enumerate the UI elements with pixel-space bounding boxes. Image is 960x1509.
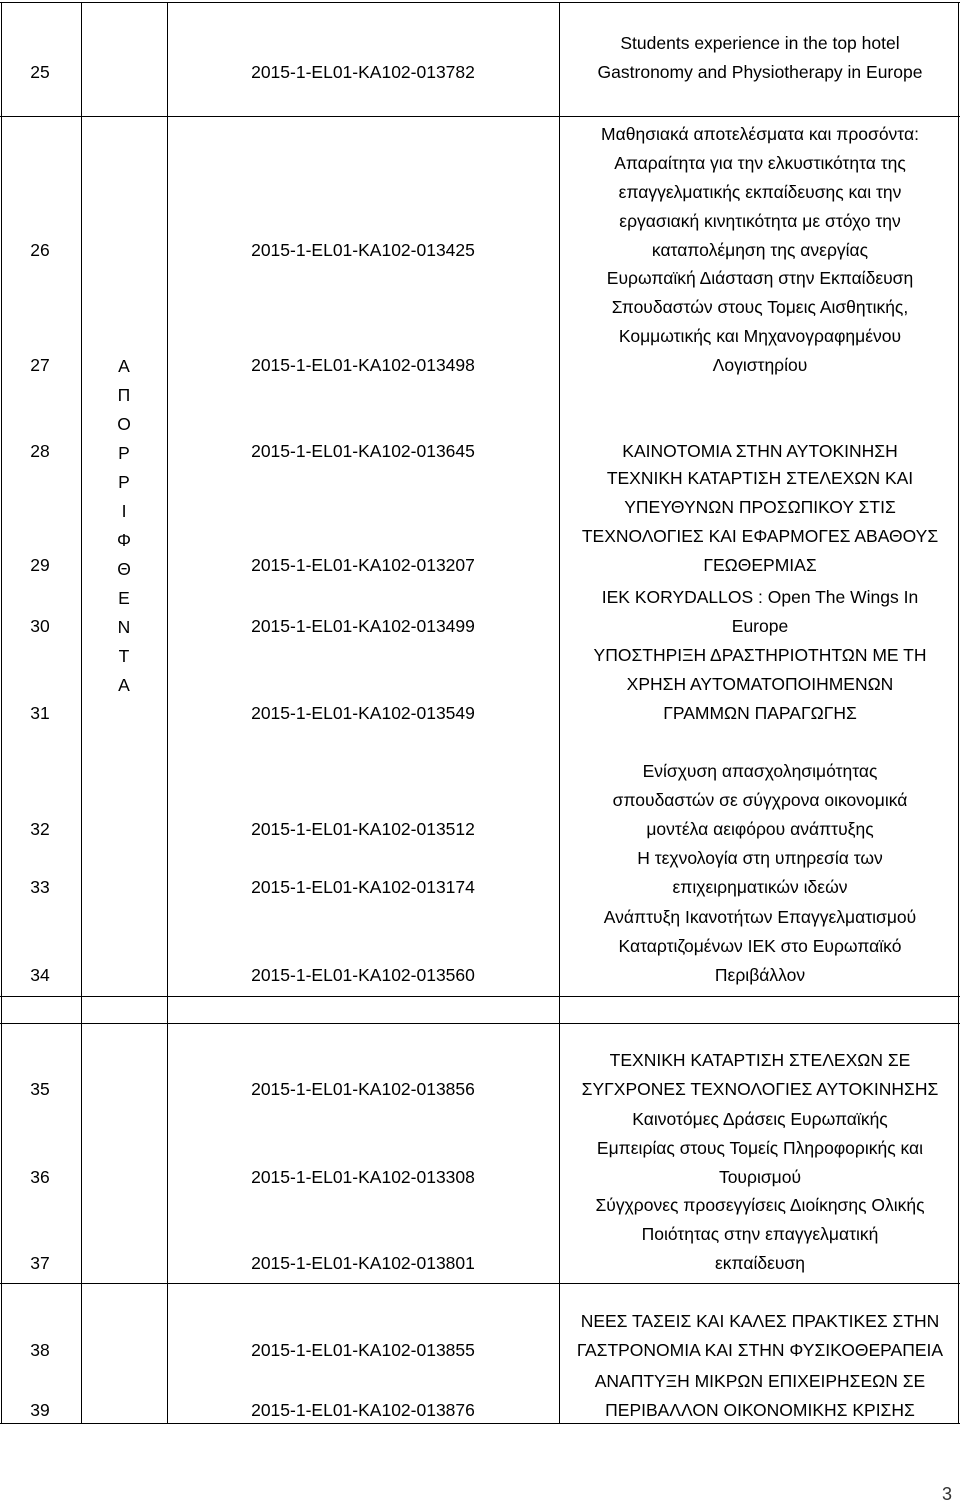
row-number: 25 — [30, 62, 50, 82]
merged-label-letter: Ρ — [118, 472, 130, 492]
row-number: 32 — [30, 819, 50, 839]
row-number: 29 — [30, 555, 50, 575]
merged-label-letter: Ρ — [118, 443, 130, 463]
project-title-line: ΥΠΟΣΤΗΡΙΞΗ ΔΡΑΣΤΗΡΙΟΤΗΤΩΝ ΜΕ ΤΗ — [593, 645, 927, 665]
project-title-line: μοντέλα αειφόρου ανάπτυξης — [646, 819, 874, 839]
project-title-line: εργασιακή κινητικότητα με στόχο την — [619, 211, 901, 231]
project-title-line: Περιβάλλον — [714, 965, 806, 985]
table-rule — [0, 1283, 960, 1284]
row-number: 31 — [30, 703, 50, 723]
project-title-line: Η τεχνολογία στη υπηρεσία των — [637, 848, 883, 868]
project-title-line: Σπουδαστών στους Τομεις Αισθητικής, — [611, 297, 909, 317]
row-number: 30 — [30, 616, 50, 636]
project-title-line: Ευρωπαϊκή Διάσταση στην Εκπαίδευση — [606, 268, 914, 288]
row-number: 34 — [30, 965, 50, 985]
project-code: 2015-1-EL01-KA102-013645 — [251, 441, 475, 461]
project-title-line: ΓΕΩΘΕΡΜΙΑΣ — [703, 555, 817, 575]
project-code: 2015-1-EL01-KA102-013856 — [251, 1079, 475, 1099]
row-number: 33 — [30, 877, 50, 897]
page-number: 3 — [941, 1484, 952, 1504]
project-title — [560, 264, 960, 380]
table-rule — [0, 116, 960, 117]
project-title-line: ΝΕΕΣ ΤΑΣΕΙΣ ΚΑΙ ΚΑΛΕΣ ΠΡΑΚΤΙΚΕΣ ΣΤΗΝ — [580, 1311, 940, 1331]
project-code: 2015-1-EL01-KA102-013174 — [251, 877, 475, 897]
project-title-line: Students experience in the top hotel — [620, 33, 900, 53]
project-title-line: Gastronomy and Physiotherapy in Europe — [597, 62, 923, 82]
project-title — [560, 1105, 960, 1192]
project-code: 2015-1-EL01-KA102-013498 — [251, 355, 475, 375]
project-code: 2015-1-EL01-KA102-013782 — [251, 62, 475, 82]
project-title-line: ΑΝΑΠΤΥΞΗ ΜΙΚΡΩΝ ΕΠΙΧΕΙΡΗΣΕΩΝ ΣΕ — [594, 1371, 926, 1391]
project-title-line: IEK KORYDALLOS : Open The Wings In — [601, 587, 919, 607]
row-number: 27 — [30, 355, 50, 375]
table-rule — [0, 2, 960, 3]
project-title-line: Καταρτιζομένων ΙΕΚ στο Ευρωπαϊκό — [618, 936, 902, 956]
project-title-line: Εμπειρίας στους Τομείς Πληροφορικής και — [596, 1138, 924, 1158]
project-title-line: Ανάπτυξη Ικανοτήτων Επαγγελματισμού — [603, 907, 917, 927]
merged-label-letter: Ο — [117, 414, 131, 434]
project-title-line: Κομμωτικής και Μηχανογραφημένου — [618, 326, 902, 346]
project-title — [560, 1046, 960, 1104]
project-title-line: Ποιότητας στην επαγγελματική — [641, 1224, 879, 1244]
project-code: 2015-1-EL01-KA102-013499 — [251, 616, 475, 636]
project-title — [560, 1191, 960, 1278]
project-title — [560, 29, 960, 87]
project-title-line: ΓΡΑΜΜΩΝ ΠΑΡΑΓΩΓΗΣ — [663, 703, 857, 723]
project-title-line: Καινοτόμες Δράσεις Ευρωπαϊκής — [632, 1109, 888, 1129]
project-title-line: επαγγελματικής εκπαίδευσης και την — [618, 182, 902, 202]
row-number: 28 — [30, 441, 50, 461]
project-code: 2015-1-EL01-KA102-013308 — [251, 1167, 475, 1187]
project-title-line: ΧΡΗΣΗ ΑΥΤΟΜΑΤΟΠΟΙΗΜΕΝΩΝ — [626, 674, 894, 694]
project-title-line: εκπαίδευση — [714, 1253, 806, 1273]
project-title-line: ΚΑΙΝΟΤΟΜΙΑ ΣΤΗΝ ΑΥΤΟΚΙΝΗΣΗ — [622, 441, 898, 461]
project-title-line: ΤΕΧΝΟΛΟΓΙΕΣ ΚΑΙ ΕΦΑΡΜΟΓΕΣ ΑΒΑΘΟΥΣ — [581, 526, 939, 546]
table-rule — [81, 2, 82, 1423]
project-title-line: Τουρισμού — [718, 1167, 802, 1187]
project-title — [560, 844, 960, 902]
project-title — [560, 1307, 960, 1365]
project-code: 2015-1-EL01-KA102-013855 — [251, 1340, 475, 1360]
project-title — [560, 641, 960, 728]
project-title-line: σπουδαστών σε σύγχρονα οικονομικά — [612, 790, 908, 810]
project-code: 2015-1-EL01-KA102-013560 — [251, 965, 475, 985]
project-title-line: επιχειρηματικών ιδεών — [672, 877, 848, 897]
project-title — [560, 464, 960, 580]
merged-label-letter: Ν — [117, 617, 131, 637]
row-number: 38 — [30, 1340, 50, 1360]
row-number: 39 — [30, 1400, 50, 1420]
merged-label-letter: Α — [118, 675, 130, 695]
merged-label-letter: Θ — [117, 559, 131, 579]
merged-label-letter: Ι — [121, 501, 127, 521]
row-number: 26 — [30, 240, 50, 260]
table-rule — [0, 1023, 960, 1024]
project-code: 2015-1-EL01-KA102-013549 — [251, 703, 475, 723]
project-title-line: ΤΕΧΝΙΚΗ ΚΑΤΑΡΤΙΣΗ ΣΤΕΛΕΧΩΝ ΣΕ — [609, 1050, 911, 1070]
project-title-line: ΤΕΧΝΙΚΗ ΚΑΤΑΡΤΙΣΗ ΣΤΕΛΕΧΩΝ ΚΑΙ — [606, 468, 914, 488]
table-rule — [0, 996, 960, 997]
project-title — [560, 903, 960, 990]
project-title — [560, 757, 960, 844]
merged-label-letter: Π — [117, 385, 131, 405]
project-title-line: ΣΥΓΧΡΟΝΕΣ ΤΕΧΝΟΛΟΓΙΕΣ ΑΥΤΟΚΙΝΗΣΗΣ — [581, 1079, 939, 1099]
project-title-line: καταπολέμηση της ανεργίας — [651, 240, 869, 260]
project-title-line: ΠΕΡΙΒΑΛΛΟΝ ΟΙΚΟΝΟΜΙΚΗΣ ΚΡΙΣΗΣ — [605, 1400, 915, 1420]
merged-category-label — [82, 352, 166, 700]
project-title-line: Λογιστηρίου — [712, 355, 808, 375]
project-title-line: ΥΠΕΥΘΥΝΩΝ ΠΡΟΣΩΠΙΚΟΥ ΣΤΙΣ — [624, 497, 896, 517]
project-title — [560, 583, 960, 641]
project-title — [560, 437, 960, 466]
project-code: 2015-1-EL01-KA102-013425 — [251, 240, 475, 260]
row-number: 35 — [30, 1079, 50, 1099]
project-title — [560, 120, 960, 265]
project-code: 2015-1-EL01-KA102-013801 — [251, 1253, 475, 1273]
merged-label-letter: Ε — [118, 588, 130, 608]
project-title-line: ΓΑΣΤΡΟΝΟΜΙΑ ΚΑΙ ΣΤΗΝ ΦΥΣΙΚΟΘΕΡΑΠΕΙΑ — [576, 1340, 944, 1360]
project-code: 2015-1-EL01-KA102-013512 — [251, 819, 475, 839]
project-title-line: Μαθησιακά αποτελέσματα και προσόντα: — [601, 124, 919, 144]
project-title-line: Σύγχρονες προσεγγίσεις Διοίκησης Ολικής — [595, 1195, 925, 1215]
merged-label-letter: Α — [118, 356, 130, 376]
project-title-line: Europe — [731, 616, 789, 636]
merged-label-letter: Φ — [117, 530, 131, 550]
project-title-line: Απαραίτητα για την ελκυστικότητα της — [614, 153, 906, 173]
project-code: 2015-1-EL01-KA102-013876 — [251, 1400, 475, 1420]
row-number: 36 — [30, 1167, 50, 1187]
merged-label-letter: Τ — [118, 646, 130, 666]
row-number: 37 — [30, 1253, 50, 1273]
project-title — [560, 1367, 960, 1425]
project-code: 2015-1-EL01-KA102-013207 — [251, 555, 475, 575]
project-title-line: Ενίσχυση απασχολησιμότητας — [642, 761, 878, 781]
